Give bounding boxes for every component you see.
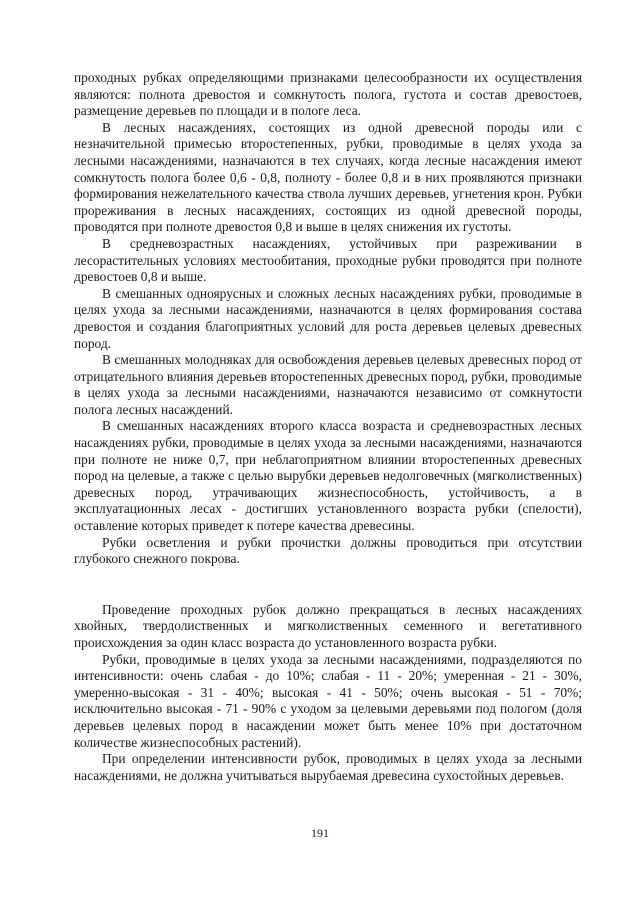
paragraph-10: При определении интенсивности рубок, проводимых в целях ухода за лесными насаждениями, не должна учитываться вырубаемая древесина сухостойных деревьев. — [74, 751, 582, 783]
page-number: 191 — [311, 826, 329, 840]
paragraph-4: В смешанных одноярусных и сложных лесных насаждениях рубки, проводимые в целях ухода за лесными насаждениями, назначаются в целях формирования состава древостоя и создания благоприятных условий для роста деревьев целевых древесных пород. — [74, 285, 582, 351]
paragraph-8: Проведение проходных рубок должно прекращаться в лесных насаждениях хвойных, твердолиственных и мягколиственных семенного и вегетативного происхождения за один класс возраста до установленного возраста рубки. — [74, 601, 582, 650]
paragraph-5: В смешанных молодняках для освобождения деревьев целевых древесных пород от отрицательного влияния деревьев второстепенных древесных пород, рубки, проводимые в целях ухода за лесными насаждениями, назначаются независимо от сомкнутости полога лесных насаждений. — [74, 352, 582, 417]
document-body — [74, 70, 582, 784]
paragraph-9: Рубки, проводимые в целях ухода за лесными насаждениями, подразделяются по интенсивности: очень слабая - до 10%; слабая - 11 - 20%; умеренная - 21 - 30%, умеренно-высокая - 31 - 40%; высокая - 41 - 50%; очень высокая - 51 - 70%; исключительно высокая - 71 - 90% с уходом за целевыми деревьями под пологом (доля деревьев целевых пород в насаждении может быть менее 10% при достаточном количестве жизнеспособных растений). — [74, 651, 582, 750]
paragraph-6: В смешанных насаждениях второго класса возраста и средневозрастных лесных насаждениях рубки, проводимые в целях ухода за лесными насаждениями, назначаются при полноте не ниже 0,7, при неблагоприятном влиянии второстепенных древесных пород на целевые, а также с целью вырубки деревьев недолговечных (мягколиственных) древесных пород, утрачивающих жизнеспособность, устойчивость, а в эксплуатационных лесах - достигших установленного возраста рубки (спелости), оставление которых приведет к потере качества древесины. — [74, 418, 582, 534]
paragraph-1: проходных рубках определяющими признаками целесообразности их осуществления являются: полнота древостоя и сомкнутость полога, густота и состав древостоев, размещение деревьев по площади и в пологе леса. — [74, 70, 582, 119]
paragraph-7: Рубки осветления и рубки прочистки должны проводиться при отсутствии глубокого снежного покрова. — [74, 534, 582, 567]
paragraph-2: В лесных насаждениях, состоящих из одной древесной породы или с незначительной примесью второстепенных, рубки, проводимые в целях ухода за лесными насаждениями, назначаются в тех случаях, когда лесные насаждения имеют сомкнутость полога более 0,6 - 0,8, полноту - более 0,8 и в них проявляются признаки формирования нежелательного качества ствола лучших деревьев, угнетения крон. Рубки прореживания в лесных насаждениях, состоящих из одной древесной породы, проводятся при полноте древостоя 0,8 и выше в целях снижения их густоты. — [74, 119, 582, 235]
paragraph-3: В средневозрастных насаждениях, устойчивых при разреживании в лесорастительных условиях местообитания, проходные рубки проводятся при полноте древостоев 0,8 и выше. — [74, 235, 582, 285]
